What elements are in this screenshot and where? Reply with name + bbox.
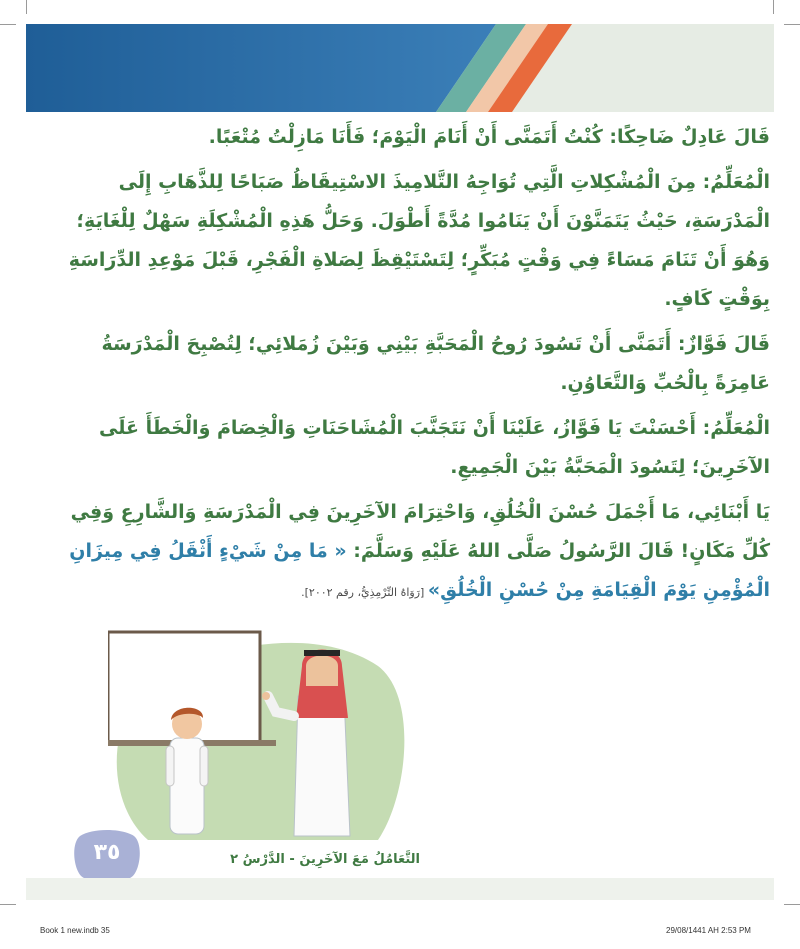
student-figure: [166, 708, 208, 834]
crop-mark: [0, 24, 16, 25]
print-slug-right: 29/08/1441 AH 2:53 PM: [666, 926, 751, 935]
paragraph: [58, 163, 770, 319]
paragraph-text: الْمُعَلِّمُ: مِنَ الْمُشْكِلاتِ الَّتِي تُوَاجِهُ التَّلامِيذَ الاسْتِيقَاظُ صَبَاحًا لِلذَّهَابِ إِلَى الْمَدْرَسَةِ، حَيْثُ يَتَمَنَّوْنَ أَنْ يَنَامُوا مُدَّةً أَطْوَلَ. وَحَلُّ هَذِهِ الْمُشْكِلَةِ سَهْلٌ لِلْغَايَةِ؛ وَهُوَ أَنْ تَنَامَ مَسَاءً فِي وَقْتٍ مُبَكِّرٍ؛ لِتَسْتَيْقِظَ لِصَلاةِ الْفَجْرِ، قَبْلَ مَوْعِدِ الدِّرَاسَةِ بِوَقْتٍ كَافٍ.: [68, 171, 770, 310]
lesson-text: [58, 118, 770, 618]
paragraph-text: الْمُعَلِّمُ: أَحْسَنْتَ يَا فَوَّازُ، عَلَيْنَا أَنْ نَتَجَنَّبَ الْمُشَاحَنَاتِ وَالْخِصَامَ وَالْخَطَأَ عَلَى الآخَرِينَ؛ لِتَسُودَ الْمَحَبَّةُ بَيْنَ الْجَمِيعِ.: [99, 417, 770, 478]
crop-mark: [0, 904, 16, 905]
crop-mark: [773, 0, 774, 14]
page-number: ٣٥: [93, 840, 121, 865]
hadith-source: [رَوَاهُ التِّرْمِذِيُّ، رقم ٢٠٠٢].: [301, 586, 428, 599]
hadith-quote: « مَا مِنْ شَيْءٍ أَثْقَلُ فِي مِيزَانِ الْمُؤْمِنِ يَوْمَ الْقِيَامَةِ مِنْ حُسْنِ الْخُلُقِ»: [69, 540, 770, 601]
paragraph-text: يَا أَبْنَائِي، مَا أَجْمَلَ حُسْنَ الْخُلُقِ، وَاحْتِرَامَ الآخَرِينَ فِي الْمَدْرَسَةِ وَالشَّارِعِ وَفِي كُلِّ مَكَانٍ! قَالَ الرَّسُولُ صَلَّى اللهُ عَلَيْهِ وَسَلَّمَ:: [70, 501, 770, 562]
paragraph-text: قَالَ فَوَّازٌ: أَتَمَنَّى أَنْ تَسُودَ رُوحُ الْمَحَبَّةِ بَيْنِي وَبَيْنَ زُمَلائِي؛ لِتُصْبِحَ الْمَدْرَسَةُ عَامِرَةً بِالْحُبِّ وَالتَّعَاوُنِ.: [101, 333, 770, 394]
crop-mark: [784, 24, 800, 25]
page-number-badge: [72, 826, 142, 884]
crop-mark: [784, 904, 800, 905]
paragraph: [58, 493, 770, 612]
footer-band: [26, 878, 774, 900]
footer-lesson-title: التَّعَامُلُ مَعَ الآخَرِينَ - الدَّرْسُ ٢: [230, 852, 420, 867]
crop-mark: [26, 0, 27, 14]
paragraph: [58, 325, 770, 403]
paragraph-text: قَالَ عَادِلٌ ضَاحِكًا: كُنْتُ أَتَمَنَّى أَنْ أَنَامَ الْيَوْمَ؛ فَأَنَا مَازِلْتُ مُتْعَبًا.: [208, 126, 770, 148]
teacher-student-illustration: [108, 626, 408, 840]
paragraph: [58, 118, 770, 157]
print-slug-left: Book 1 new.indb 35: [40, 926, 110, 935]
header-banner: [26, 24, 774, 112]
paragraph: [58, 409, 770, 487]
header-stripes: [26, 24, 774, 112]
